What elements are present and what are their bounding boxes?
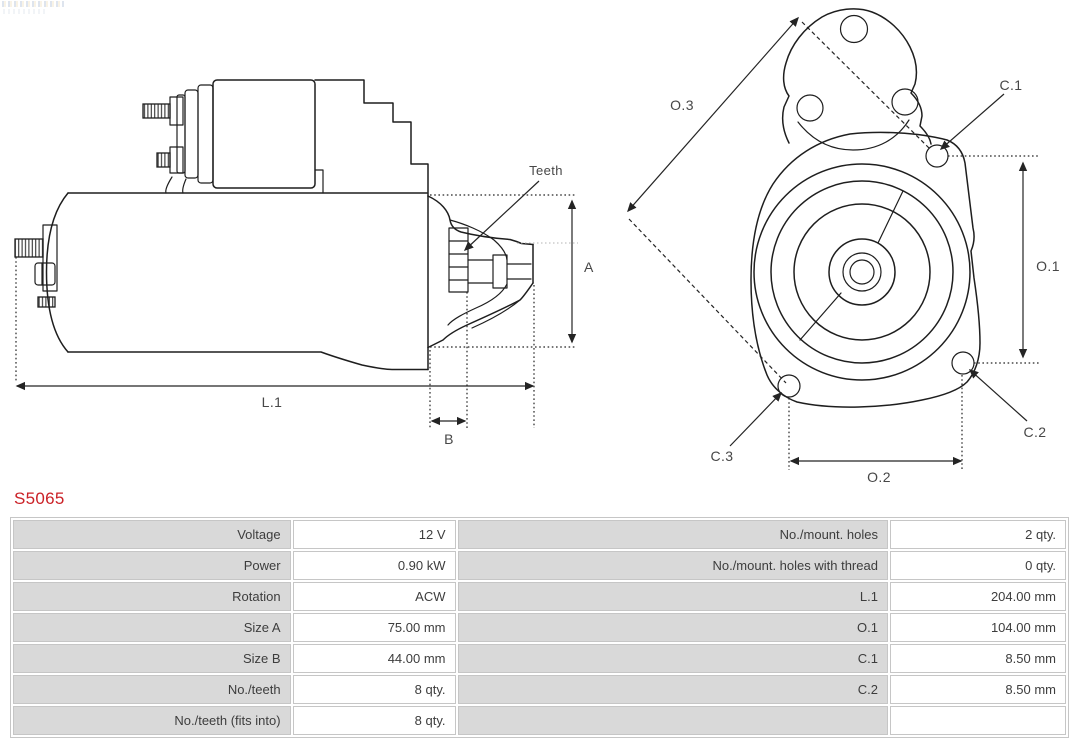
spec-table <box>10 517 1069 738</box>
spec-label-cell: Size A <box>13 613 291 642</box>
spec-label-cell: No./teeth (fits into) <box>13 706 291 735</box>
dim-label-o1: O.1 <box>1036 258 1060 274</box>
spec-label-cell: No./teeth <box>13 675 291 704</box>
dim-label-o3: O.3 <box>670 97 694 113</box>
spec-label-cell: Power <box>13 551 291 580</box>
dim-label-c1: C.1 <box>999 77 1023 93</box>
table-row <box>13 675 1066 704</box>
table-row <box>13 520 1066 549</box>
spec-label-cell: Rotation <box>13 582 291 611</box>
dim-label-a: A <box>584 259 594 275</box>
spec-value-cell: 204.00 mm <box>890 582 1066 611</box>
spec-label-cell: No./mount. holes <box>458 520 888 549</box>
spec-label-cell: L.1 <box>458 582 888 611</box>
spec-value-cell: 44.00 mm <box>293 644 456 673</box>
spec-value-cell: 8 qty. <box>293 675 456 704</box>
spec-label-cell: Voltage <box>13 520 291 549</box>
spec-label-cell: C.1 <box>458 644 888 673</box>
spec-value-cell: ACW <box>293 582 456 611</box>
table-row <box>13 706 1066 735</box>
spec-value-cell: 104.00 mm <box>890 613 1066 642</box>
part-number: S5065 <box>14 489 65 508</box>
starter-side-view <box>15 80 594 447</box>
dim-label-b: B <box>444 431 454 447</box>
spec-label-cell: Size B <box>13 644 291 673</box>
starter-front-view <box>628 9 1060 485</box>
spec-value-cell: 12 V <box>293 520 456 549</box>
dim-label-teeth: Teeth <box>529 163 563 178</box>
table-row <box>13 613 1066 642</box>
spec-value-cell: 8.50 mm <box>890 644 1066 673</box>
spec-value-cell: 2 qty. <box>890 520 1066 549</box>
table-row <box>13 551 1066 580</box>
spec-value-cell: 8 qty. <box>293 706 456 735</box>
dim-label-c3: C.3 <box>710 448 734 464</box>
table-row <box>13 582 1066 611</box>
spec-label-cell: O.1 <box>458 613 888 642</box>
dim-label-o2: O.2 <box>867 469 891 485</box>
spec-value-cell <box>890 706 1066 735</box>
spec-value-cell: 8.50 mm <box>890 675 1066 704</box>
spec-value-cell: 0.90 kW <box>293 551 456 580</box>
dim-label-c2: C.2 <box>1023 424 1047 440</box>
table-row <box>13 644 1066 673</box>
spec-value-cell: 75.00 mm <box>293 613 456 642</box>
spec-label-cell <box>458 706 888 735</box>
spec-value-cell: 0 qty. <box>890 551 1066 580</box>
spec-label-cell: No./mount. holes with thread <box>458 551 888 580</box>
dim-label-l1: L.1 <box>261 394 283 410</box>
spec-label-cell: C.2 <box>458 675 888 704</box>
